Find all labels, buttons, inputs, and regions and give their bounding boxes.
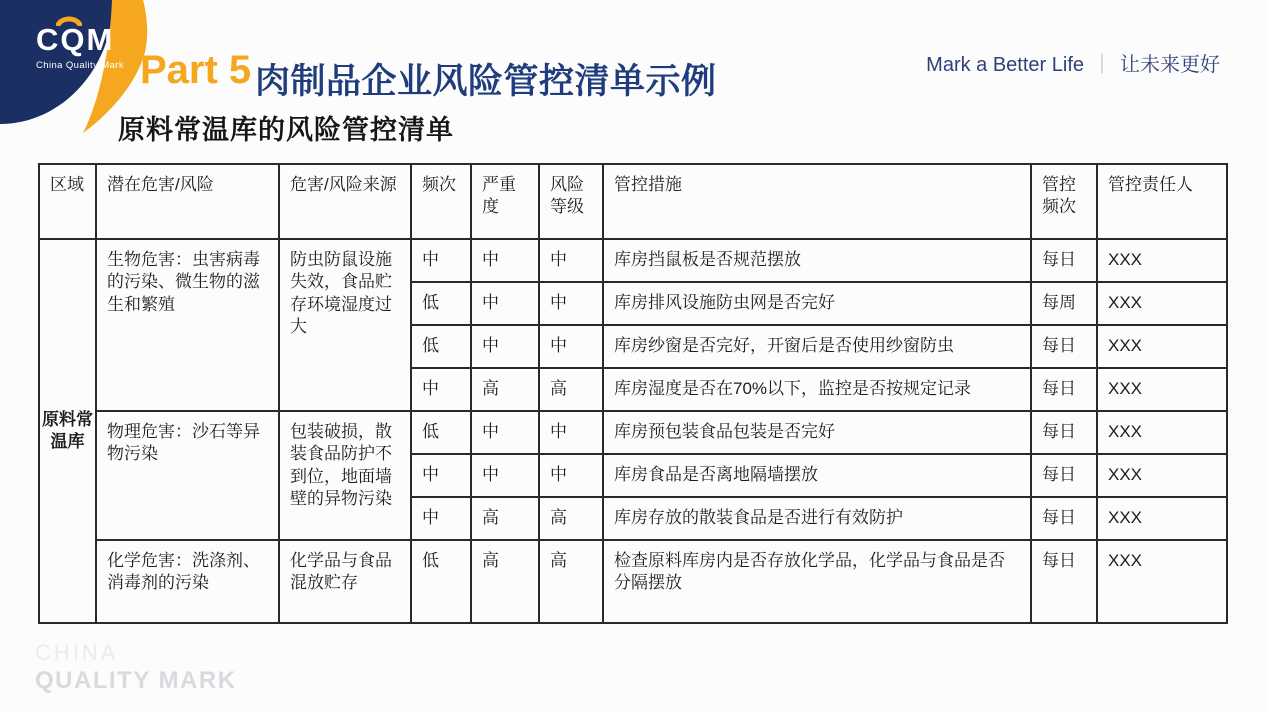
severity-cell: 高 [471, 497, 539, 540]
risk-level-cell: 中 [539, 325, 603, 368]
table-row [39, 239, 1227, 282]
column-header: 管控频次 [1031, 164, 1097, 239]
watermark [35, 641, 237, 695]
severity-cell: 高 [471, 540, 539, 623]
control-frequency-cell: 每日 [1031, 239, 1097, 282]
source-cell: 化学品与食品混放贮存 [279, 540, 411, 623]
control-frequency-cell: 每日 [1031, 497, 1097, 540]
slogan-en: Mark a Better Life [926, 54, 1084, 76]
hazard-cell: 化学危害：洗涤剂、消毒剂的污染 [96, 540, 279, 623]
severity-cell: 中 [471, 282, 539, 325]
control-frequency-cell: 每周 [1031, 282, 1097, 325]
table-row [39, 540, 1227, 623]
slogan-zh: 让未来更好 [1120, 54, 1220, 76]
logo-text [36, 16, 124, 71]
severity-cell: 中 [471, 454, 539, 497]
watermark-line1: CHINA [35, 640, 119, 665]
owner-cell: XXX [1097, 325, 1227, 368]
measure-cell: 库房存放的散装食品是否进行有效防护 [603, 497, 1031, 540]
owner-cell: XXX [1097, 411, 1227, 454]
control-frequency-cell: 每日 [1031, 454, 1097, 497]
column-header: 区域 [39, 164, 96, 239]
column-header: 严重度 [471, 164, 539, 239]
hazard-cell: 生物危害：虫害病毒的污染、微生物的滋生和繁殖 [96, 239, 279, 411]
frequency-cell: 低 [411, 411, 471, 454]
table-subtitle: 原料常温库的风险管控清单 [118, 115, 454, 145]
risk-level-cell: 高 [539, 540, 603, 623]
risk-table-body [39, 239, 1227, 623]
risk-level-cell: 中 [539, 282, 603, 325]
measure-cell: 库房挡鼠板是否规范摆放 [603, 239, 1031, 282]
frequency-cell: 低 [411, 325, 471, 368]
column-header: 潜在危害/风险 [96, 164, 279, 239]
measure-cell: 库房预包装食品包装是否完好 [603, 411, 1031, 454]
risk-table-container [38, 163, 1228, 624]
owner-cell: XXX [1097, 497, 1227, 540]
control-frequency-cell: 每日 [1031, 325, 1097, 368]
logo-abbr: CQM [36, 22, 115, 57]
risk-control-table [38, 163, 1228, 624]
risk-level-cell: 高 [539, 368, 603, 411]
page-title: 肉制品企业风险管控清单示例 [255, 62, 717, 101]
risk-level-cell: 高 [539, 497, 603, 540]
measure-cell: 库房食品是否离地隔墙摆放 [603, 454, 1031, 497]
risk-level-cell: 中 [539, 239, 603, 282]
logo-tagline: China Quality Mark [36, 59, 124, 71]
control-frequency-cell: 每日 [1031, 368, 1097, 411]
column-header: 危害/风险来源 [279, 164, 411, 239]
watermark-line2: QUALITY MARK [35, 667, 237, 695]
source-cell: 防虫防鼠设施失效，食品贮存环境湿度过大 [279, 239, 411, 411]
severity-cell: 中 [471, 239, 539, 282]
severity-cell: 中 [471, 411, 539, 454]
column-header: 频次 [411, 164, 471, 239]
risk-level-cell: 中 [539, 411, 603, 454]
measure-cell: 检查原料库房内是否存放化学品，化学品与食品是否分隔摆放 [603, 540, 1031, 623]
severity-cell: 高 [471, 368, 539, 411]
slogan-separator: ｜ [1092, 54, 1112, 76]
area-cell: 原料常温库 [39, 239, 96, 623]
measure-cell: 库房湿度是否在70%以下，监控是否按规定记录 [603, 368, 1031, 411]
control-frequency-cell: 每日 [1031, 540, 1097, 623]
owner-cell: XXX [1097, 239, 1227, 282]
frequency-cell: 低 [411, 540, 471, 623]
severity-cell: 中 [471, 325, 539, 368]
column-header: 管控措施 [603, 164, 1031, 239]
column-header: 管控责任人 [1097, 164, 1227, 239]
brand-slogan [926, 48, 1220, 77]
frequency-cell: 中 [411, 497, 471, 540]
measure-cell: 库房排风设施防虫网是否完好 [603, 282, 1031, 325]
measure-cell: 库房纱窗是否完好，开窗后是否使用纱窗防虫 [603, 325, 1031, 368]
hazard-cell: 物理危害：沙石等异物污染 [96, 411, 279, 540]
control-frequency-cell: 每日 [1031, 411, 1097, 454]
owner-cell: XXX [1097, 540, 1227, 623]
frequency-cell: 低 [411, 282, 471, 325]
owner-cell: XXX [1097, 282, 1227, 325]
column-header: 风险等级 [539, 164, 603, 239]
table-header-row [39, 164, 1227, 239]
risk-level-cell: 中 [539, 454, 603, 497]
frequency-cell: 中 [411, 454, 471, 497]
frequency-cell: 中 [411, 368, 471, 411]
frequency-cell: 中 [411, 239, 471, 282]
table-row [39, 411, 1227, 454]
owner-cell: XXX [1097, 368, 1227, 411]
owner-cell: XXX [1097, 454, 1227, 497]
source-cell: 包装破损，散装食品防护不到位，地面墙壁的异物污染 [279, 411, 411, 540]
part-label: Part 5 [140, 48, 252, 92]
